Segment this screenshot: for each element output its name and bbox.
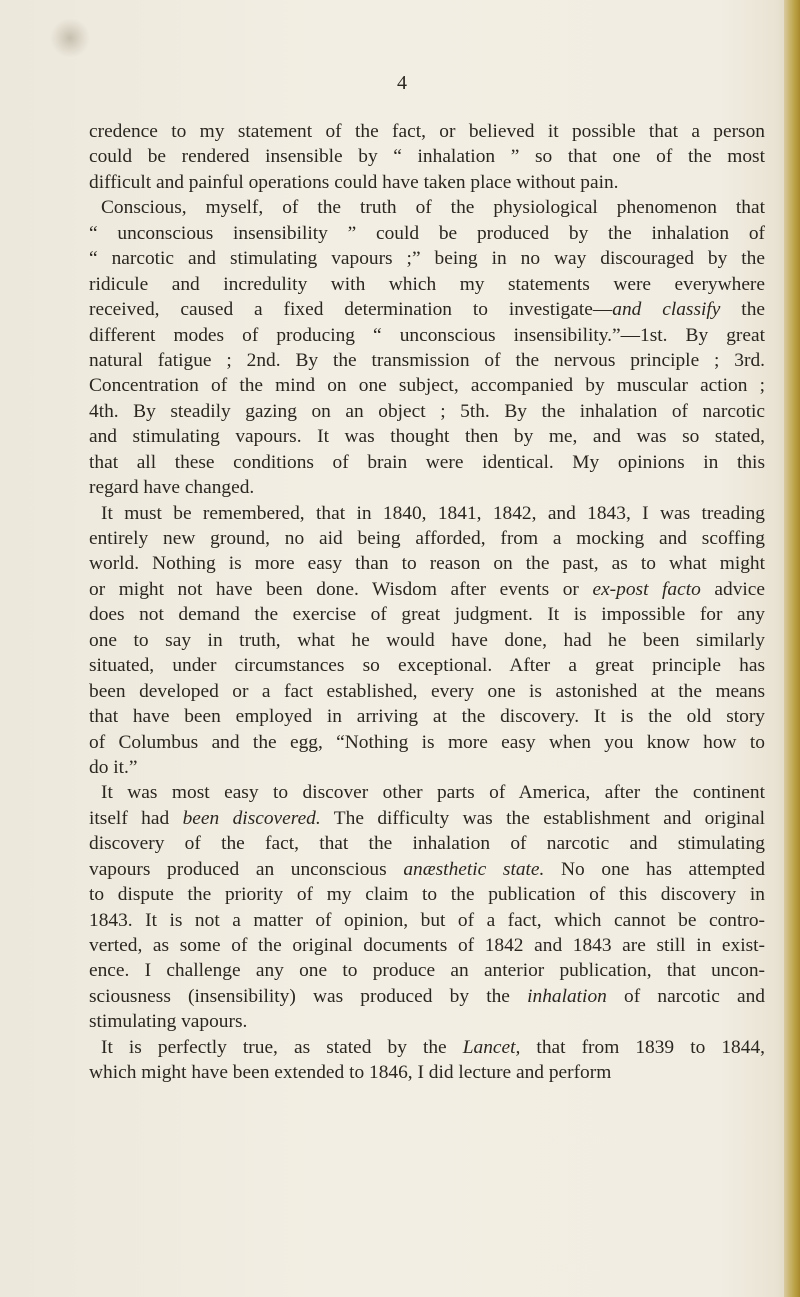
text-run: different modes of producing “ unconscious insensibility.”—1st. By great bbox=[89, 324, 765, 346]
text-line bbox=[89, 144, 765, 169]
text-run: that from 1839 to 1844, bbox=[520, 1036, 765, 1058]
text-line bbox=[89, 831, 765, 856]
text-run: do it.” bbox=[89, 756, 138, 778]
text-run: of narcotic and bbox=[606, 985, 765, 1007]
text-line bbox=[89, 730, 765, 755]
text-line bbox=[89, 297, 765, 322]
text-line bbox=[89, 424, 765, 449]
text-run: world. Nothing is more easy than to reason on the past, as to what might bbox=[89, 553, 765, 575]
text-run: to dispute the priority of my claim to the publication of this discovery in bbox=[89, 884, 765, 906]
text-line bbox=[89, 1009, 765, 1034]
text-run: verted, as some of the original documents of 1842 and 1843 are still in exist- bbox=[89, 935, 765, 956]
text-run: No one has attempted bbox=[544, 858, 765, 880]
italic-text: inhalation bbox=[527, 985, 607, 1007]
text-line bbox=[89, 551, 765, 576]
text-run: which might have been extended to 1846, I did lecture and perform bbox=[89, 1062, 612, 1084]
text-run: one to say in truth, what he would have done, had he been similarly bbox=[89, 629, 765, 651]
text-run: vapours produced an unconscious bbox=[89, 858, 404, 880]
text-line bbox=[89, 1035, 765, 1060]
text-line bbox=[89, 958, 765, 983]
text-run: 4th. By steadily gazing on an object ; 5th. By the inhalation of narcotic bbox=[89, 400, 765, 422]
text-line bbox=[89, 908, 765, 933]
ink-stain bbox=[50, 18, 90, 58]
text-run: difficult and painful operations could have taken place without pain. bbox=[89, 171, 619, 193]
text-run: natural fatigue ; 2nd. By the transmission of the nervous principle ; 3rd. bbox=[89, 349, 765, 371]
text-run: situated, under circumstances so exceptional. After a great principle has bbox=[89, 655, 765, 677]
text-line bbox=[89, 933, 765, 958]
text-run: advice bbox=[700, 578, 765, 600]
text-line bbox=[89, 246, 765, 271]
text-run: It was most easy to discover other parts of America, after the continent bbox=[101, 782, 765, 804]
text-line bbox=[89, 806, 765, 831]
text-run: that have been employed in arriving at the discovery. It is the old story bbox=[89, 706, 765, 728]
text-line bbox=[89, 984, 765, 1009]
text-run: Concentration of the mind on one subject, accompanied by muscular action ; bbox=[89, 375, 765, 397]
text-run: and stimulating vapours. It was thought then by me, and was so stated, bbox=[89, 426, 765, 448]
paragraph bbox=[89, 780, 765, 1034]
text-run: or might not have been done. Wisdom after events or bbox=[89, 578, 593, 600]
text-run: does not demand the exercise of great judgment. It is impossible for any bbox=[89, 604, 765, 626]
text-line bbox=[89, 221, 765, 246]
text-run: Conscious, myself, of the truth of the physiological phenomenon that bbox=[101, 197, 765, 219]
text-line bbox=[89, 704, 765, 729]
text-line bbox=[89, 170, 765, 195]
text-run: been developed or a fact established, every one is astonished at the means bbox=[89, 680, 765, 702]
text-run: stimulating vapours. bbox=[89, 1011, 248, 1033]
text-line bbox=[89, 272, 765, 297]
text-line bbox=[89, 857, 765, 882]
text-line bbox=[89, 501, 765, 526]
text-line bbox=[89, 373, 765, 398]
text-line bbox=[89, 755, 765, 780]
text-line bbox=[89, 526, 765, 551]
text-run: itself had bbox=[89, 807, 183, 829]
text-run: 1843. It is not a matter of opinion, but of a fact, which cannot be contro- bbox=[89, 909, 765, 931]
text-line bbox=[89, 475, 765, 500]
text-run: could be rendered insensible by “ inhalation ” so that one of the most bbox=[89, 146, 765, 168]
paragraph bbox=[89, 119, 765, 195]
italic-text: ex-post facto bbox=[592, 578, 701, 600]
italic-text: and classify bbox=[612, 299, 721, 321]
text-run: the bbox=[720, 299, 765, 321]
text-run: It is perfectly true, as stated by the bbox=[101, 1036, 463, 1058]
text-run: sciousness (insensibility) was produced by the bbox=[89, 985, 528, 1007]
text-run: “ narcotic and stimulating vapours ;” being in no way discouraged by the bbox=[89, 248, 765, 270]
text-run: of Columbus and the egg, “Nothing is more easy when you know how to bbox=[89, 731, 765, 753]
page-number: 4 bbox=[397, 72, 407, 94]
text-line bbox=[89, 577, 765, 602]
italic-text: anæsthetic state. bbox=[403, 858, 545, 880]
text-run: that all these conditions of brain were identical. My opinions in this bbox=[89, 451, 765, 473]
paragraph bbox=[89, 501, 765, 781]
paragraph bbox=[89, 1035, 765, 1086]
text-run: received, caused a fixed determination to investigate— bbox=[89, 299, 613, 321]
text-run: ridicule and incredulity with which my statements were everywhere bbox=[89, 273, 765, 295]
text-line bbox=[89, 450, 765, 475]
text-line bbox=[89, 119, 765, 144]
italic-text: been discovered. bbox=[182, 807, 321, 829]
text-run: regard have changed. bbox=[89, 477, 255, 499]
paragraph bbox=[89, 195, 765, 500]
page-edge bbox=[784, 0, 800, 1297]
text-run: The difficulty was the establishment and original bbox=[320, 807, 765, 829]
text-line bbox=[89, 323, 765, 348]
text-line bbox=[89, 399, 765, 424]
text-line bbox=[89, 780, 765, 805]
italic-text: Lancet, bbox=[462, 1036, 521, 1058]
text-line bbox=[89, 195, 765, 220]
text-run: entirely new ground, no aid being afforded, from a mocking and scoffing bbox=[89, 528, 765, 549]
text-line bbox=[89, 602, 765, 627]
text-run: ence. I challenge any one to produce an anterior publication, that uncon- bbox=[89, 960, 765, 982]
text-run: discovery of the fact, that the inhalation of narcotic and stimulating bbox=[89, 833, 765, 855]
text-line bbox=[89, 628, 765, 653]
text-line bbox=[89, 679, 765, 704]
text-line bbox=[89, 882, 765, 907]
body-text bbox=[89, 119, 765, 1086]
text-line bbox=[89, 348, 765, 373]
text-run: “ unconscious insensibility ” could be produced by the inhalation of bbox=[89, 222, 765, 244]
text-run: It must be remembered, that in 1840, 1841, 1842, and 1843, I was treading bbox=[101, 502, 765, 524]
text-line bbox=[89, 653, 765, 678]
text-run: credence to my statement of the fact, or believed it possible that a person bbox=[89, 121, 765, 142]
text-line bbox=[89, 1060, 765, 1085]
